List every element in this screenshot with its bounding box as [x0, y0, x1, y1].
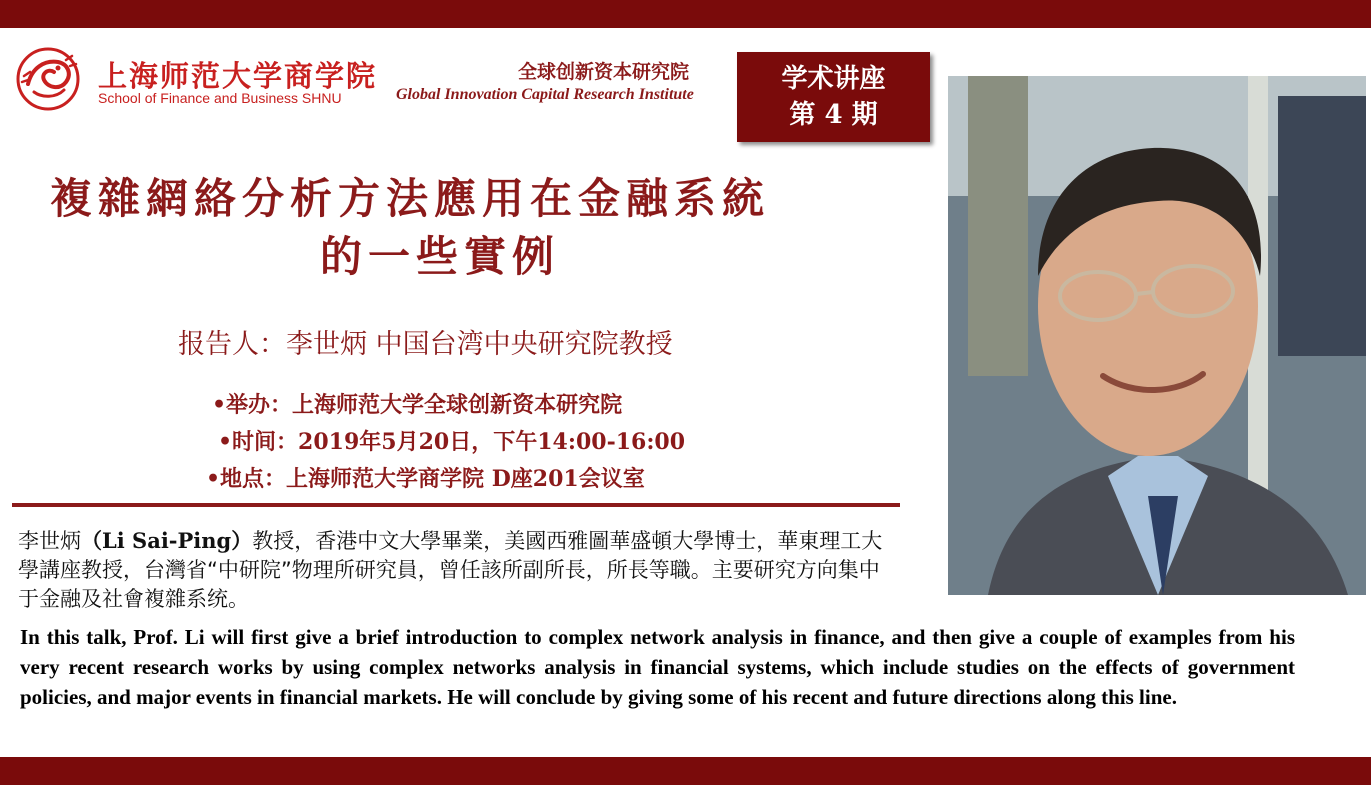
- lecture-series-badge: [737, 52, 930, 142]
- bio-name-en: （Li Sai-Ping）: [81, 528, 253, 553]
- school-name-cn: 上海师范大学商学院: [98, 59, 378, 93]
- speaker-portrait-photo: [948, 76, 1366, 595]
- host-info: •举办：上海师范大学全球创新资本研究院: [212, 392, 623, 418]
- bottom-banner-bar: [0, 757, 1371, 785]
- school-dragon-logo: [14, 46, 82, 112]
- institute-name-en: Global Innovation Capital Research Institute: [396, 86, 694, 103]
- talk-abstract: In this talk, Prof. Li will first give a brief introduction to complex network analysis in finance, and then give a couple of examples from his very recent research works by using complex networks analysis in financial systems, which include studies on the effects of government policies, and major events in financial markets. He will conclude by giving some of his recent and future directions along this line.: [20, 625, 1295, 709]
- speaker-bio: [18, 526, 898, 614]
- lecture-title-line-1: 複雜網絡分析方法應用在金融系統: [50, 174, 771, 223]
- badge-line-2: 第 4 期: [789, 100, 878, 130]
- speaker-line: 报告人：李世炳 中国台湾中央研究院教授: [178, 329, 673, 360]
- lecture-title-line-2: 的一些實例: [320, 232, 561, 281]
- institute-name-cn: 全球创新资本研究院: [518, 61, 690, 83]
- time-info: •时间：2019年5月20日，下午14:00-16:00: [218, 429, 686, 455]
- location-info: •地点：上海师范大学商学院 D座201会议室: [206, 466, 645, 492]
- bio-text: 教授，香港中文大學畢業，美國西雅圖華盛頓大學博士，華東理工大學講座教授，台灣省“中研院”物理所研究員，曾任該所副所長，所長等職。主要研究方向集中于金融及社會複雜系统。: [18, 529, 883, 611]
- badge-line-1: 学术讲座: [781, 64, 886, 94]
- top-banner-bar: [0, 0, 1371, 28]
- school-name-en: School of Finance and Business SHNU: [98, 90, 342, 106]
- section-divider: [12, 503, 900, 507]
- bio-name-cn: 李世炳: [18, 529, 81, 553]
